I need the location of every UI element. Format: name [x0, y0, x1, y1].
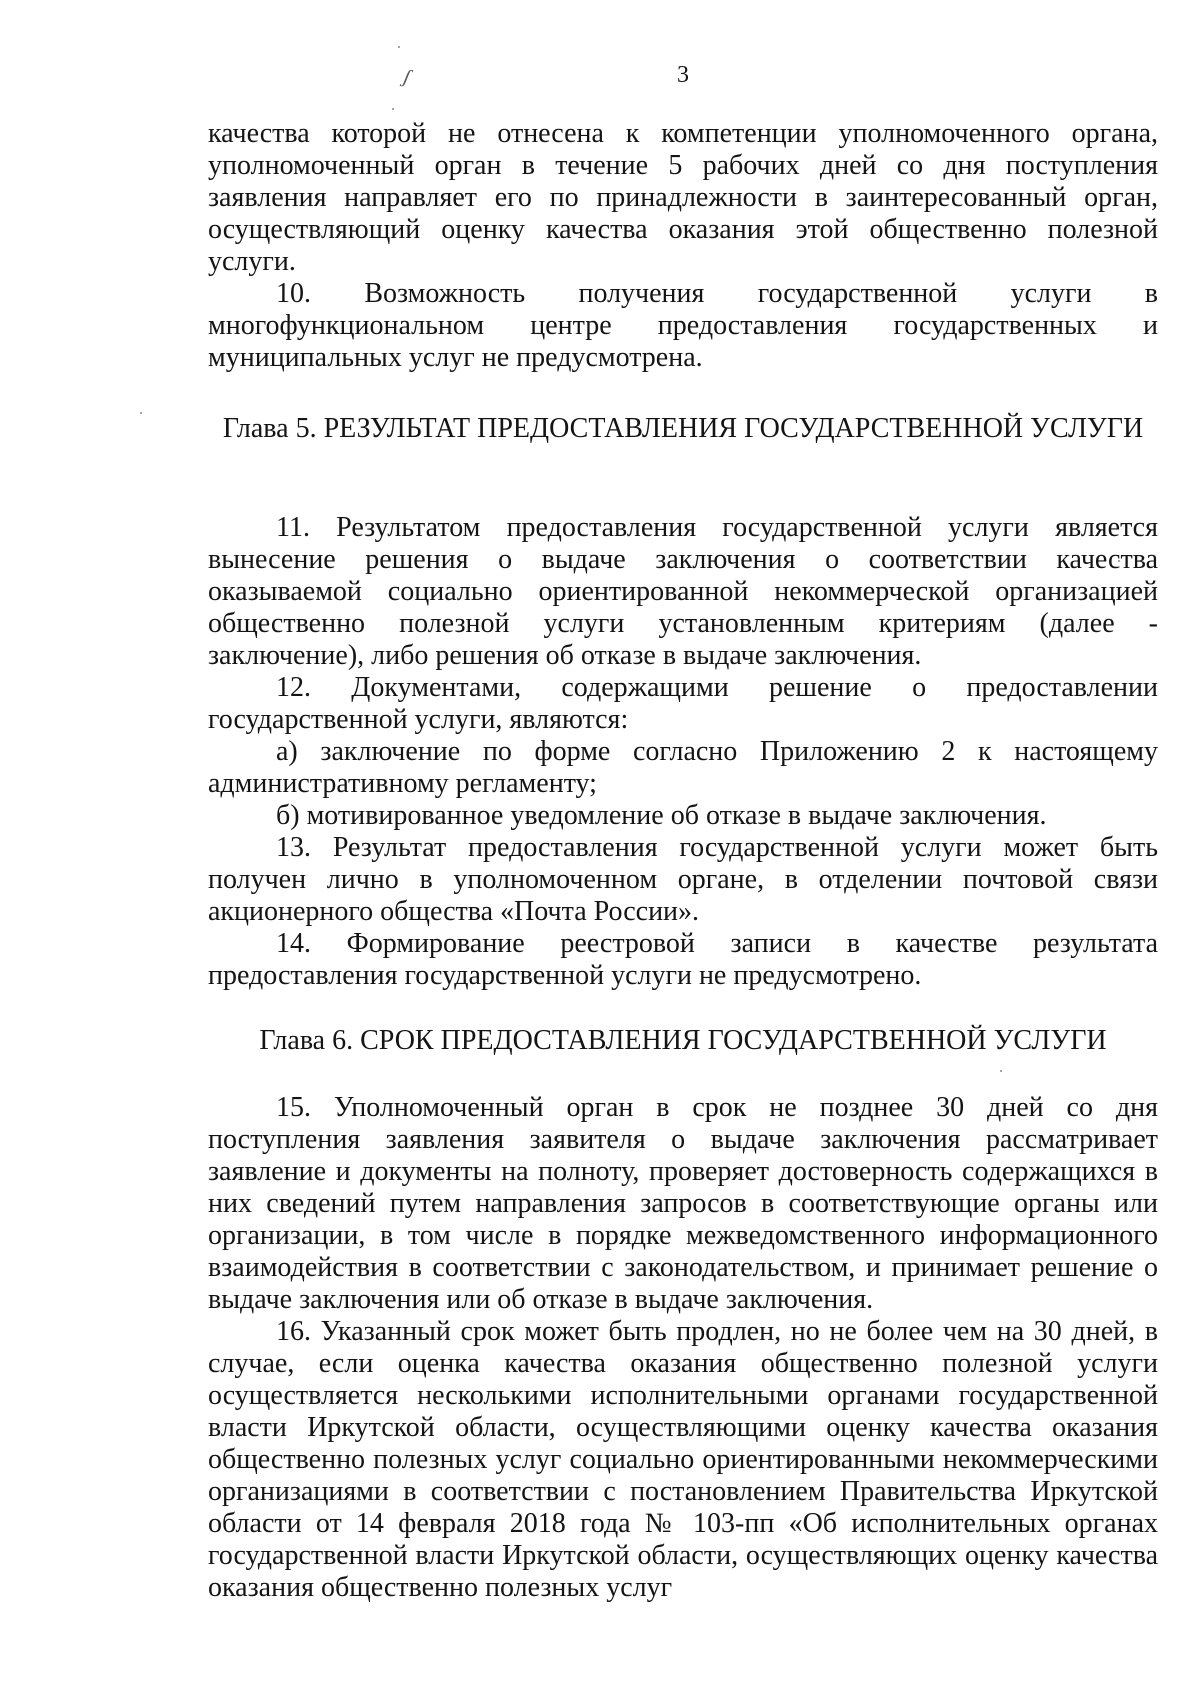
- paragraph-10: 10. Возможность получения государственной услуги в многофункциональном центре предоставления государственных и муниципальных услуг не предусмотрена.: [208, 278, 1158, 373]
- scan-speck: [140, 412, 142, 414]
- paragraph-13: 13. Результат предоставления государственной услуги может быть получен лично в уполномоченном органе, в отделении почтовой связи акционерного общества «Почта России».: [208, 832, 1158, 927]
- paragraph-12: 12. Документами, содержащими решение о предоставлении государственной услуги, являются:: [208, 672, 1158, 735]
- paragraph-16: 16. Указанный срок может быть продлен, но не более чем на 30 дней, в случае, если оценка качества оказания общественно полезной услуги осуществляется несколькими исполнительными органами государственной власти Иркутской области, осуществляющими оценку качества оказания общественно полезных услуг социально ориентированными некоммерческими организациями в соответствии с постановлением Правительства Иркутской области от 14 февраля 2018 года № 103-пп «Об исполнительных органах государственной власти Иркутской области, осуществляющих оценку качества оказания общественно полезных услуг: [208, 1316, 1158, 1603]
- chapter-6-heading: Глава 6. СРОК ПРЕДОСТАВЛЕНИЯ ГОСУДАРСТВЕННОЙ УСЛУГИ: [259, 1025, 1107, 1056]
- list-item-a: а) заключение по форме согласно Приложению 2 к настоящему административному регламенту;: [208, 736, 1158, 799]
- text-block-2: [208, 512, 1158, 992]
- paragraph-11: 11. Результатом предоставления государственной услуги является вынесение решения о выдаче заключения о соответствии качества оказываемой социально ориентированной некоммерческой организацией общественно полезной услуги установленным критериям (далее - заключение), либо решения об отказе в выдаче заключения.: [208, 512, 1158, 671]
- paragraph-15: 15. Уполномоченный орган в срок не позднее 30 дней со дня поступления заявления заявителя о выдаче заключения рассматривает заявление и документы на полноту, проверяет достоверность содержащихся в них сведений путем направления запросов в соответствующие органы или организации, в том числе в порядке межведомственного информационного взаимодействия в соответствии с законодательством, и принимает решение о выдаче заключения или об отказе в выдаче заключения.: [208, 1092, 1158, 1315]
- text-block-1: [208, 118, 1158, 374]
- scan-speck: [1000, 1070, 1002, 1072]
- paragraph-continuation: качества которой не отнесена к компетенции уполномоченного органа, уполномоченный орган в течение 5 рабочих дней со дня поступления заявления направляет его по принадлежности в заинтересованный орган, осуществляющий оценку качества оказания этой общественно полезной услуги.: [208, 118, 1158, 277]
- chapter-5-heading: Глава 5. РЕЗУЛЬТАТ ПРЕДОСТАВЛЕНИЯ ГОСУДАРСТВЕННОЙ УСЛУГИ: [222, 413, 1144, 444]
- scan-speck: [398, 46, 400, 48]
- list-item-b: б) мотивированное уведомление об отказе в выдаче заключения.: [276, 800, 1047, 831]
- paragraph-14: 14. Формирование реестровой записи в качестве результата предоставления государственной услуги не предусмотрено.: [208, 928, 1158, 991]
- scan-speck: [392, 108, 394, 110]
- stray-pen-mark: ʃ: [401, 65, 413, 89]
- page-number: 3: [677, 62, 689, 88]
- text-block-3: [208, 1092, 1158, 1604]
